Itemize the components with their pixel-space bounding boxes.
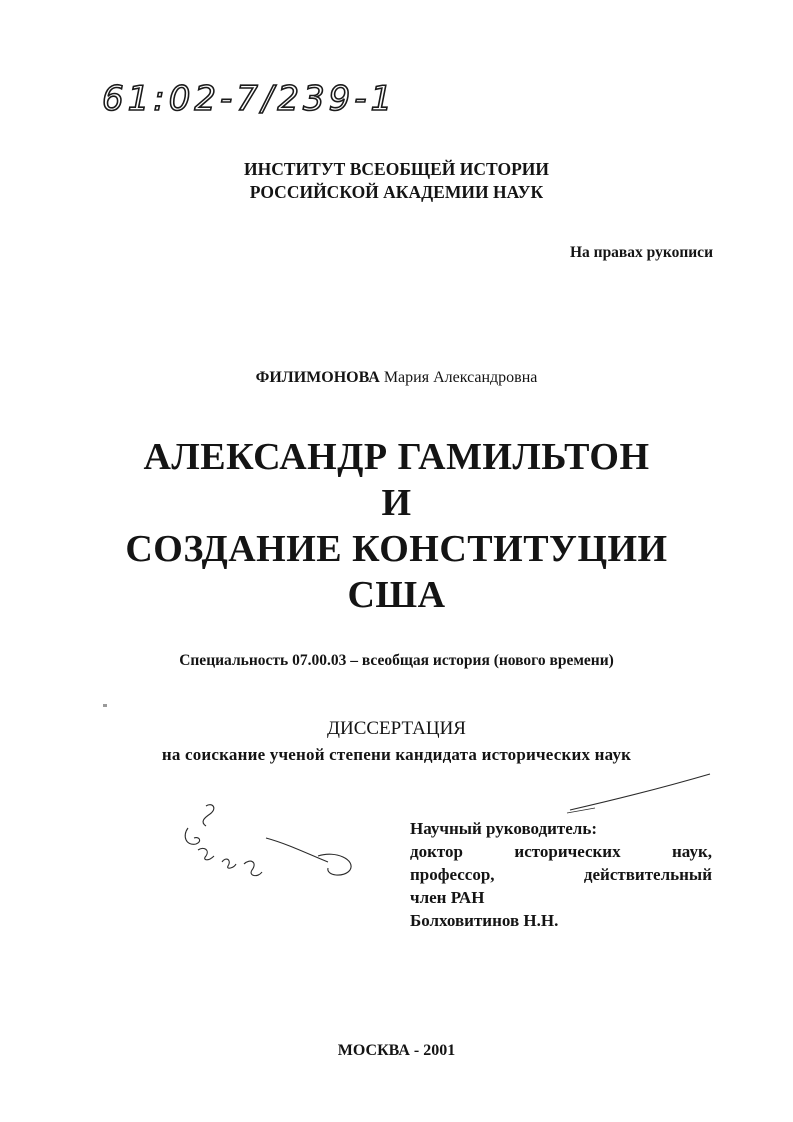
- institute-line-1: ИНСТИТУТ ВСЕОБЩЕЙ ИСТОРИИ: [244, 159, 549, 179]
- institute-name: [0, 158, 793, 204]
- title-line-3: СОЗДАНИЕ КОНСТИТУЦИИ: [125, 528, 668, 570]
- author-given-names: Мария Александровна: [383, 369, 538, 386]
- handwritten-signature: [178, 798, 368, 888]
- city-year: МОСКВА - 2001: [337, 1042, 456, 1059]
- advisor-label: Научный руководитель:: [410, 819, 597, 838]
- rights-note: На правах рукописи: [569, 244, 713, 261]
- advisor-title-line-3: член РАН: [410, 888, 485, 907]
- advisor-name: Болховитинов Н.Н.: [410, 911, 559, 930]
- title-line-2: И: [381, 482, 412, 524]
- institute-line-2: РОССИЙСКОЙ АКАДЕМИИ НАУК: [249, 182, 544, 202]
- scan-speck: [103, 704, 107, 707]
- dissertation-heading: ДИССЕРТАЦИЯ: [327, 718, 466, 739]
- specialty-line: Специальность 07.00.03 – всеобщая история (нового времени): [179, 652, 614, 669]
- title-line-4: США: [347, 574, 446, 616]
- author-surname: ФИЛИМОНОВА: [255, 369, 380, 386]
- advisor-title-line-1: доктор исторических наук,: [410, 842, 712, 861]
- svg-text:61:02-7/239-1: 61:02-7/239-1: [102, 79, 397, 119]
- title-line-1: АЛЕКСАНДР ГАМИЛЬТОН: [143, 436, 650, 478]
- author-name: [0, 369, 793, 387]
- degree-line: на соискание ученой степени кандидата исторических наук: [161, 745, 632, 764]
- advisor-title-line-2: профессор, действительный: [410, 865, 712, 884]
- scientific-advisor: [410, 817, 712, 932]
- pen-stroke: [565, 770, 715, 815]
- dissertation-title: [0, 434, 793, 618]
- handwritten-shelfmark: [100, 72, 460, 122]
